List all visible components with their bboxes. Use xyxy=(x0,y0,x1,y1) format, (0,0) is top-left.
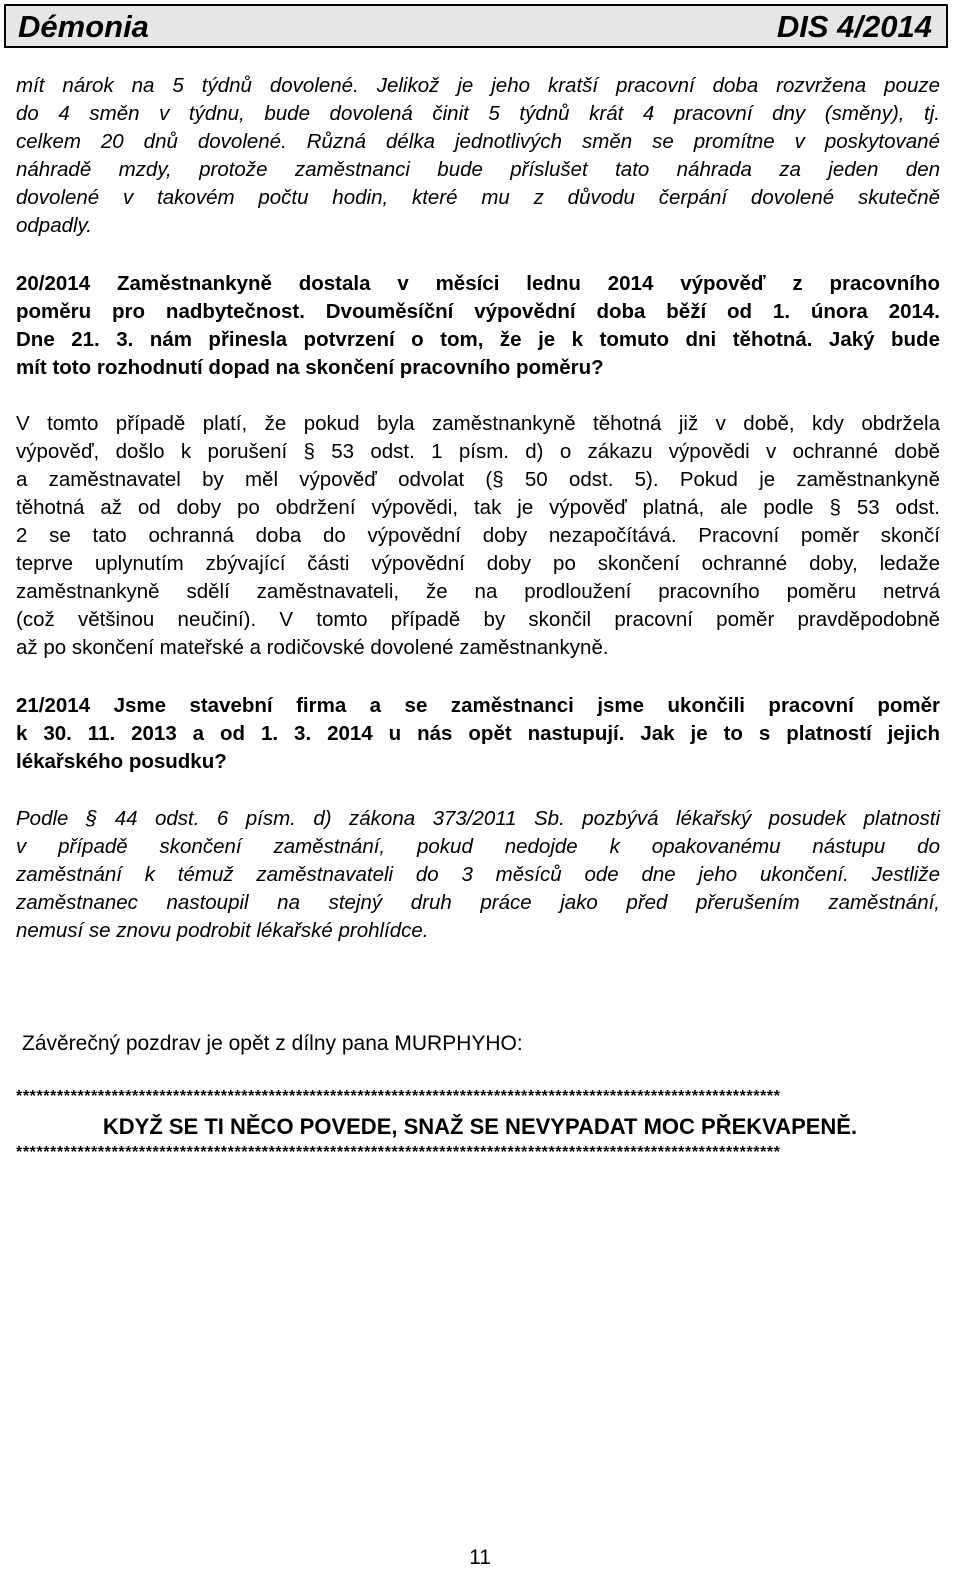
text-line: lékařského posudku? xyxy=(16,750,227,773)
page-number: 11 xyxy=(469,1546,491,1569)
text-line: 2 se tato ochranná doba do výpovědní doby nezapočítává. Pracovní poměr skončí xyxy=(16,524,940,547)
text-line: teprve uplynutím zbývající části výpovědní doby po skončení ochranné doby, ledaže xyxy=(16,552,940,575)
text-line: zaměstnanec nastoupil na stejný druh práce jako před přerušením zaměstnání, xyxy=(16,891,940,914)
text-line: k 30. 11. 2013 a od 1. 3. 2014 u nás opět nastupují. Jak je to s platností jejich xyxy=(16,722,940,745)
murphy-law-quote: KDYŽ SE TI NĚCO POVEDE, SNAŽ SE NEVYPADAT MOC PŘEKVAPENĚ. xyxy=(102,1114,858,1139)
text-line: Podle § 44 odst. 6 písm. d) zákona 373/2011 Sb. pozbývá lékařský posudek platnosti xyxy=(16,807,940,830)
text-line: dovolené v takovém počtu hodin, které mu z důvodu čerpání dovolené skutečně xyxy=(16,186,940,209)
answer-21-paragraph xyxy=(16,805,940,945)
text-line: (což většinou neučiní). V tomto případě by skončil pracovní poměr pravděpodobně xyxy=(16,608,940,631)
text-line: poměru pro nadbytečnost. Dvouměsíční výpovědní doba běží od 1. února 2014. xyxy=(16,300,940,323)
magazine-title: Démonia xyxy=(18,9,149,44)
text-line: odpadly. xyxy=(16,214,92,237)
issue-label: DIS 4/2014 xyxy=(776,9,932,44)
star-divider-top: **************************************************************************************************************** xyxy=(16,1088,781,1105)
text-line: zaměstnankyně sdělí zaměstnavateli, že na prodloužení pracovního poměru netrvá xyxy=(16,580,940,603)
text-line: a zaměstnavatel by měl výpověď odvolat (§ 50 odst. 5). Pokud je zaměstnankyně xyxy=(16,468,940,491)
text-line: zaměstnání k témuž zaměstnavateli do 3 měsíců ode dne jeho ukončení. Jestliže xyxy=(16,863,940,886)
text-line: těhotná až od doby po obdržení výpovědi, tak je výpověď platná, ale podle § 53 odst. xyxy=(16,496,940,519)
answer-20-paragraph xyxy=(16,410,940,662)
text-line: náhradě mzdy, protože zaměstnanci bude příslušet tato náhrada za jeden den xyxy=(16,158,940,181)
question-20-paragraph xyxy=(16,270,940,382)
question-21-paragraph xyxy=(16,692,940,776)
text-line: do 4 směn v týdnu, bude dovolená činit 5 týdnů krát 4 pracovní dny (směny), tj. xyxy=(16,102,940,125)
closing-intro: Závěrečný pozdrav je opět z dílny pana MURPHYHO: xyxy=(22,1032,523,1055)
text-line: mít nárok na 5 týdnů dovolené. Jelikož je jeho kratší pracovní doba rozvržena pouze xyxy=(16,74,940,97)
text-line: až po skončení mateřské a rodičovské dovolené zaměstnankyně. xyxy=(16,636,609,659)
text-line: nemusí se znovu podrobit lékařské prohlídce. xyxy=(16,919,429,942)
page-header xyxy=(4,4,948,48)
text-line: v případě skončení zaměstnání, pokud nedojde k opakovanému nástupu do xyxy=(16,835,940,858)
text-line: Dne 21. 3. nám přinesla potvrzení o tom, že je k tomuto dni těhotná. Jaký bude xyxy=(16,328,940,351)
text-line: mít toto rozhodnutí dopad na skončení pracovního poměru? xyxy=(16,356,604,379)
text-line: výpověď, došlo k porušení § 53 odst. 1 písm. d) o zákazu výpovědi v ochranné době xyxy=(16,440,940,463)
text-line: 20/2014 Zaměstnankyně dostala v měsíci lednu 2014 výpověď z pracovního xyxy=(16,272,940,295)
text-line: 21/2014 Jsme stavební firma a se zaměstnanci jsme ukončili pracovní poměr xyxy=(16,694,940,717)
text-line: V tomto případě platí, že pokud byla zaměstnankyně těhotná již v době, kdy obdržela xyxy=(16,412,940,435)
continued-answer-paragraph xyxy=(16,72,940,240)
text-line: celkem 20 dnů dovolené. Různá délka jednotlivých směn se promítne v poskytované xyxy=(16,130,940,153)
star-divider-bottom: **************************************************************************************************************** xyxy=(16,1144,781,1161)
